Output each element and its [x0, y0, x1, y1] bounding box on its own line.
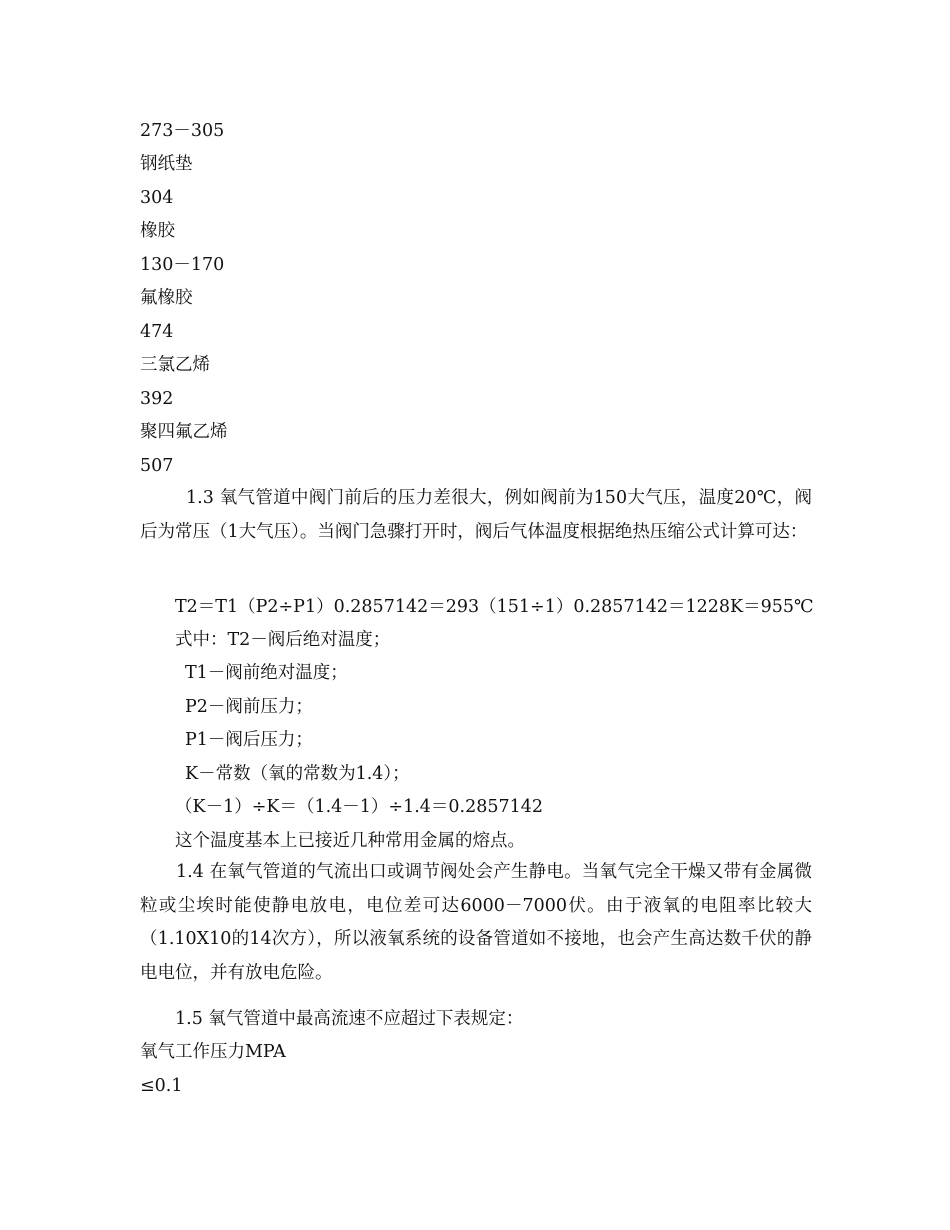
section-1-5-paragraph: 1.5 氧气管道中最高流速不应超过下表规定： — [175, 1009, 524, 1029]
material-name-line: 聚四氟乙烯 — [140, 422, 228, 442]
formula-line: T2＝T1（P2÷P1）0.2857142＝293（151÷1）0.2857142＝1228K＝955℃ — [175, 597, 814, 617]
section-1-3-paragraph: 1.3 氧气管道中阀门前后的压力差很大，例如阀前为150大气压，温度20℃，阀后为常压（1大气压）。当阀门急骤打开时，阀后气体温度根据绝热压缩公式计算可达： — [140, 488, 812, 542]
material-value-line: 474 — [140, 322, 174, 342]
definition-line: P1－阀后压力； — [185, 730, 313, 750]
material-value-line: 130－170 — [140, 255, 225, 275]
where-line: 式中：T2－阀后绝对温度； — [175, 630, 391, 650]
material-name-line: 橡胶 — [140, 221, 175, 241]
material-name-line: 氟橡胶 — [140, 288, 193, 308]
table-header-cell: 氧气工作压力MPA — [140, 1042, 286, 1062]
definition-line: K－常数（氧的常数为1.4）； — [185, 764, 410, 784]
conclusion-line: 这个温度基本上已接近几种常用金属的熔点。 — [175, 831, 525, 851]
material-name-line: 三氯乙烯 — [140, 355, 210, 375]
derivation-line: （K－1）÷K＝（1.4－1）÷1.4＝0.2857142 — [175, 797, 544, 817]
material-value-line: 392 — [140, 389, 174, 409]
table-value-cell: ≤0.1 — [140, 1076, 183, 1096]
material-name-line: 钢纸垫 — [140, 154, 193, 174]
definition-line: P2－阀前压力； — [185, 697, 313, 717]
material-value-line: 304 — [140, 188, 174, 208]
section-1-4-paragraph: 1.4 在氧气管道的气流出口或调节阀处会产生静电。当氧气完全干燥又带有金属微粒或尘埃时能使静电放电，电位差可达6000－7000伏。由于液氧的电阻率比较大（1.10X10的14次方），所以液氧系统的设备管道如不接地，也会产生高达数千伏的静电电位，并有放电危险。 — [140, 862, 812, 983]
material-value-line: 507 — [140, 456, 174, 476]
material-value-line: 273－305 — [140, 121, 225, 141]
definition-line: T1－阀前绝对温度； — [185, 663, 348, 683]
